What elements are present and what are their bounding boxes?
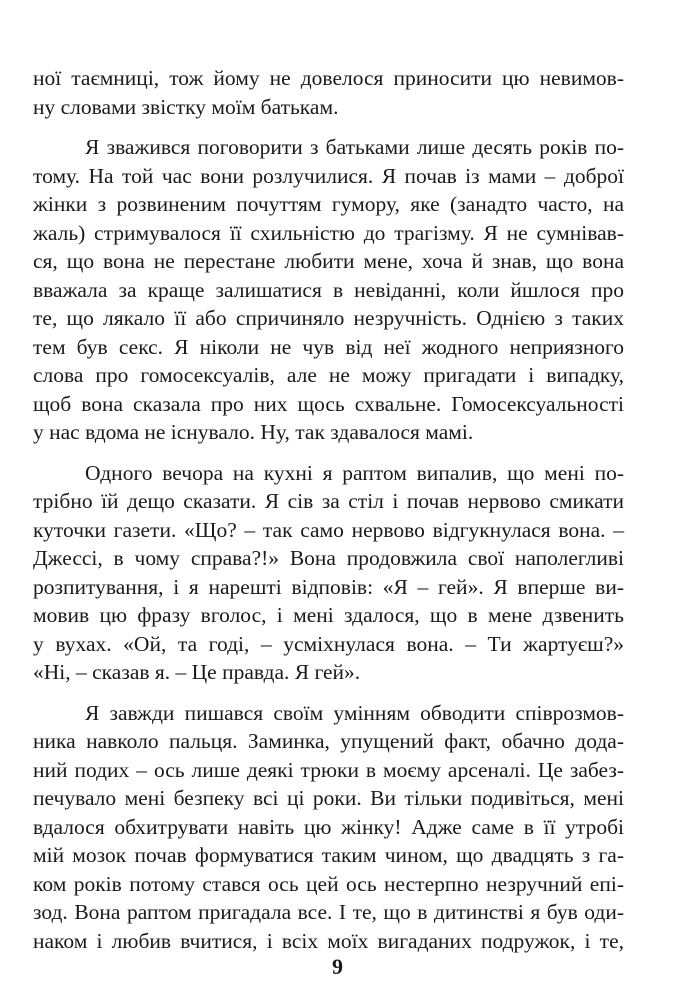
text-line: жаль) стримувалося її схильністю до трагізму. Я не сумнівав-	[33, 220, 624, 245]
text-line: Я зважився поговорити з батьками лише десять років по-	[85, 135, 624, 159]
paragraph	[33, 459, 624, 687]
text-line: мовив цю фразу вголос, і мені здалося, що в мене дзвенить	[33, 603, 624, 627]
text-line: тем був секс. Я ніколи не чув від неї жодного неприязного	[33, 334, 624, 359]
page-body-text	[33, 64, 624, 967]
text-line: слова про гомосексуалів, але не можу пригадати і випадку,	[33, 363, 624, 387]
text-line: Джессі, в чому справа?!» Вона продовжила свої наполегливі	[33, 546, 624, 570]
text-line: у вухах. «Ой, та годі, – усміхнулася вона. – Ти жартуєш?»	[33, 631, 624, 656]
text-line: ника навколо пальця. Заминка, упущений факт, обачно дода-	[33, 729, 624, 753]
text-line: куточки газети. «Що? – так само нервово відгукнулася вона. –	[33, 517, 624, 542]
page-number: 9	[332, 954, 343, 979]
text-line: вважала за краще залишатися в невіданні, коли йшлося про	[33, 277, 624, 302]
text-line: те, що лякало її або спричиняло незручність. Однією з таких	[33, 306, 624, 330]
text-line: вдалося обхитрувати навіть цю жінку! Адже саме в її утробі	[33, 814, 624, 839]
text-line: у нас вдома не існувало. Ну, так здавалося мамі.	[33, 420, 474, 444]
text-line: Одного вечора на кухні я раптом випалив, що мені по-	[85, 460, 624, 485]
text-line: трібно їй дещо сказати. Я сів за стіл і почав нервово смикати	[33, 489, 624, 513]
text-line: тому. На той час вони розлучилися. Я почав із мами – доброї	[33, 163, 624, 188]
paragraph	[33, 64, 624, 121]
text-line: наком і любив вчитися, і всіх моїх вигаданих подружок, і те,	[33, 928, 624, 953]
text-line: Я завжди пишався своїм умінням обводити співрозмов-	[85, 700, 624, 725]
text-line: «Ні, – сказав я. – Це правда. Я гей».	[33, 660, 361, 684]
paragraph	[33, 133, 624, 447]
text-line: жінки з розвиненим почуттям гумору, яке (занадто часто, на	[33, 192, 624, 216]
text-line: розпитування, і я нарешті відповів: «Я – гей». Я вперше ви-	[33, 574, 624, 599]
text-line: печувало мені безпеку всі ці роки. Ви тільки подивіться, мені	[33, 786, 624, 810]
paragraph	[33, 699, 624, 956]
text-line: щоб вона сказала про них щось схвальне. Гомосексуальності	[33, 391, 624, 416]
text-line: ну словами звістку моїм батькам.	[33, 94, 339, 119]
text-line: зод. Вона раптом пригадала все. І те, що в дитинстві я був оди-	[33, 900, 624, 924]
text-line: мій мозок почав формуватися таким чином, що двадцять з га-	[33, 843, 624, 867]
text-line: ся, що вона не перестане любити мене, хоча й знав, що вона	[33, 249, 624, 273]
text-line: ком років потому стався ось цей ось нестерпно незручний епі-	[33, 871, 624, 896]
text-line: ний подих – ось лише деякі трюки в моєму арсеналі. Це забез-	[33, 757, 624, 782]
text-line: ної таємниці, тож йому не довелося приносити цю невимов-	[33, 66, 624, 90]
